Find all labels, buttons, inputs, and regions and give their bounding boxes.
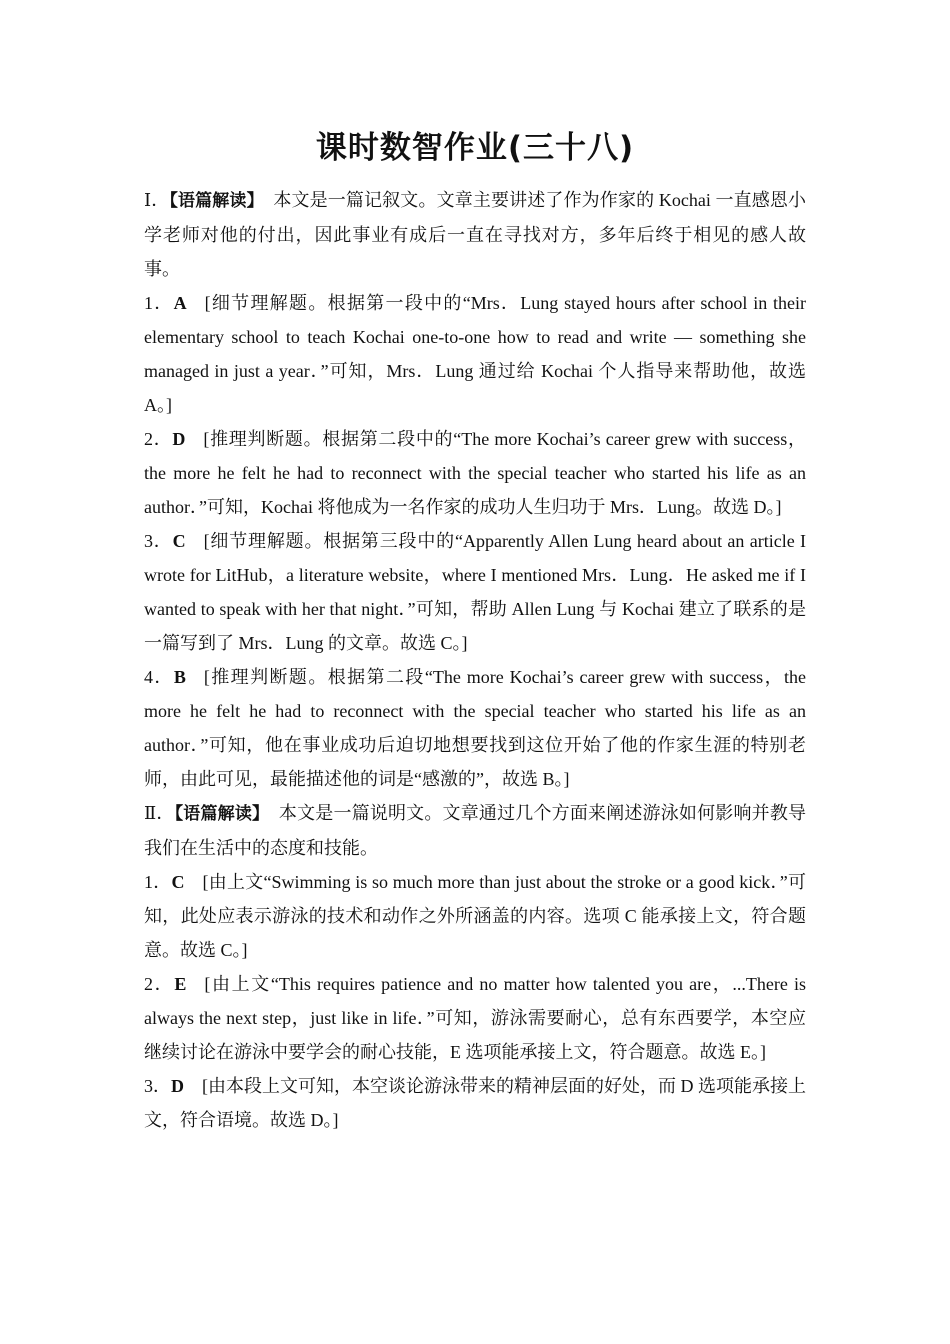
answer-item — [144, 524, 806, 660]
section-1-intro — [144, 183, 806, 286]
answer-item — [144, 865, 806, 967]
item-explanation: [由上文“This requires patience and no matter how talented you are，...There is always the next step，just like in life．”可知，游泳需要耐心，总有东西要学，本空应继续讨论在游泳中要学会的耐心技能，E 选项能承接上文，符合题意。故选 E。] — [144, 974, 807, 1062]
item-explanation: [细节理解题。根据第三段中的“Apparently Allen Lung heard about an article I wrote for LitHub，a literature website，where I mentioned Mrs．Lung．He asked me if I wanted to speak with her that night．”可知，帮助 Allen Lung 与 Kochai 建立了联系的是一篇写到了 Mrs．Lung 的文章。故选 C。] — [144, 531, 807, 653]
section-2-heading: 【语篇解读】 — [174, 804, 261, 824]
item-number: 3． — [144, 531, 173, 551]
answer-item — [144, 1069, 806, 1137]
page-title: 课时数智作业(三十八) — [315, 130, 635, 166]
item-answer: C — [171, 872, 185, 892]
answer-item — [144, 967, 806, 1069]
section-1-numeral: Ⅰ． — [144, 190, 170, 210]
item-number: 3． — [144, 1076, 171, 1096]
item-explanation: [细节理解题。根据第一段中的“Mrs．Lung stayed hours after school in their elementary school to teach Kochai one-to-one how to read and write — something she managed in just a year．”可知，Mrs．Lung 通过给 Kochai 个人指导来帮助他，故选 A。] — [144, 293, 806, 415]
answer-item — [144, 286, 806, 422]
item-answer: D — [171, 1076, 184, 1096]
item-number: 1． — [144, 872, 172, 892]
item-answer: C — [172, 531, 186, 551]
answer-item — [144, 660, 806, 796]
section-1-heading: 【语篇解读】 — [169, 191, 256, 211]
item-number: 2． — [144, 429, 173, 449]
section-2-numeral: Ⅱ． — [144, 803, 175, 823]
section-1-intro-text: 本文是一篇记叙文。文章主要讲述了作为作家的 Kochai 一直感恩小学老师对他的付出，因此事业有成后一直在寻找对方，多年后终于相见的感人故事。 — [144, 190, 807, 279]
section-2-intro-text: 本文是一篇说明文。文章通过几个方面来阐述游泳如何影响并教导我们在生活中的态度和技能。 — [144, 803, 807, 858]
item-explanation: [由本段上文可知，本空谈论游泳带来的精神层面的好处，而 D 选项能承接上文，符合语境。故选 D。] — [144, 1076, 806, 1130]
item-answer: B — [173, 667, 186, 687]
item-number: 4． — [144, 667, 174, 687]
item-explanation: [推理判断题。根据第二段中的“The more Kochai’s career grew with success，the more he felt he had to reconnect with the special teacher who started his life as an author．”可知，Kochai 将他成为一名作家的成功人生归功于 Mrs．Lung。故选 D。] — [144, 429, 806, 517]
item-answer: D — [172, 429, 186, 449]
document-page — [144, 122, 806, 1137]
item-explanation: [由上文“Swimming is so much more than just about the stroke or a good kick．”可知，此处应表示游泳的技术和动作之外所涵盖的内容。选项 C 能承接上文，符合题意。故选 C。] — [144, 872, 806, 960]
item-number: 1． — [144, 293, 174, 313]
section-2-intro — [144, 796, 806, 865]
item-answer: E — [174, 974, 187, 994]
item-number: 2． — [144, 974, 175, 994]
item-answer: A — [173, 293, 187, 313]
item-explanation: [推理判断题。根据第二段“The more Kochai’s career grew with success，the more he felt he had to reconnect with the special teacher who started his life as an author．”可知，他在事业成功后迫切地想要找到这位开始了他的作家生涯的特别老师，由此可见，最能描述他的词是“感激的”，故选 B。] — [144, 667, 807, 789]
answer-item — [144, 422, 806, 524]
